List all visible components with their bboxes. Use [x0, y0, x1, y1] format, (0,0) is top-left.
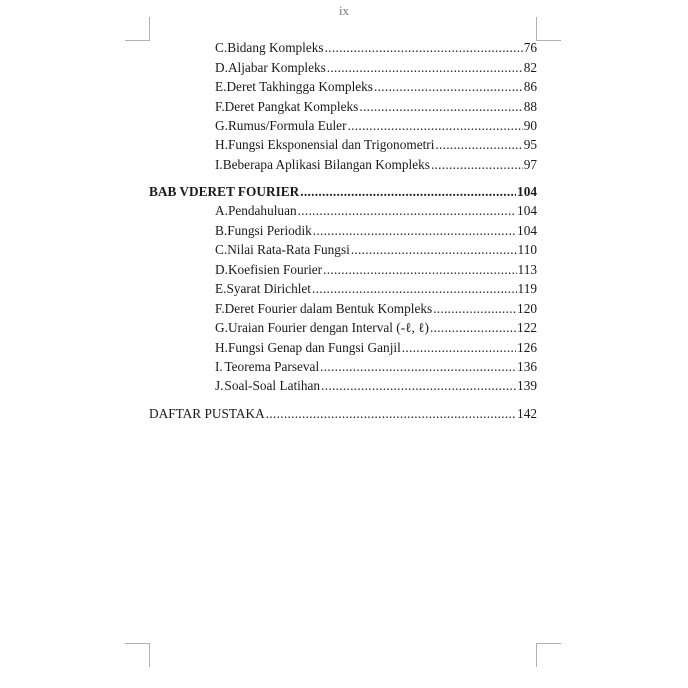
toc-entry-page: 86 — [523, 79, 537, 94]
chapter-heading[interactable] — [149, 183, 537, 200]
toc-entry-title: Uraian Fourier dengan Interval (-ℓ, ℓ) — [227, 320, 429, 335]
toc-entry-page: 104 — [517, 223, 537, 238]
toc-entry-title: Deret Fourier dalam Bentuk Kompleks — [224, 301, 433, 316]
toc-entry-page: 97 — [523, 157, 537, 172]
toc-entry-title: Syarat Dirichlet — [226, 281, 312, 296]
toc-entry-letter: F. — [215, 99, 225, 114]
toc-entry[interactable] — [215, 117, 537, 134]
toc-entry[interactable] — [215, 300, 537, 317]
leader-dots — [359, 98, 522, 115]
toc-entry-letter: G. — [215, 118, 228, 133]
leader-dots — [266, 405, 516, 422]
crop-mark-bottom-left-h — [125, 643, 149, 644]
crop-mark-top-left-h — [125, 40, 149, 41]
toc-entry-title: Nilai Rata-Rata Fungsi — [227, 242, 350, 257]
leader-dots — [435, 136, 522, 153]
toc-entry-page: 110 — [517, 242, 537, 257]
crop-mark-top-left-v — [149, 17, 150, 41]
leader-dots — [351, 241, 517, 258]
toc-entry-page: 120 — [517, 301, 537, 316]
leader-dots — [433, 300, 516, 317]
leader-dots — [298, 202, 516, 219]
leader-dots — [313, 222, 516, 239]
toc-entry-title: Deret Takhingga Kompleks — [226, 79, 373, 94]
bibliography-title: DAFTAR PUSTAKA — [149, 406, 265, 421]
toc-entry-title: Rumus/Formula Euler — [227, 118, 347, 133]
leader-dots — [402, 339, 516, 356]
toc-entry[interactable] — [215, 136, 537, 153]
toc-entry-page: 126 — [517, 340, 537, 355]
toc-entry-title: Teorema Parseval — [224, 359, 320, 374]
toc-entry-page: 82 — [523, 60, 537, 75]
toc-entry[interactable] — [215, 39, 537, 56]
toc-entry-letter: D. — [215, 262, 228, 277]
toc-entry[interactable] — [215, 98, 537, 115]
toc-entry[interactable] — [215, 319, 537, 336]
crop-mark-top-right-h — [537, 40, 561, 41]
leader-dots — [320, 358, 516, 375]
toc-entry-title: Fungsi Periodik — [227, 223, 312, 238]
toc-entry-page: 139 — [517, 378, 537, 393]
toc-entry-page: 119 — [517, 281, 537, 296]
leader-dots — [312, 280, 517, 297]
toc-entry-letter: C. — [215, 40, 228, 55]
toc-entry-letter: B. — [215, 223, 228, 238]
toc-entry[interactable] — [215, 339, 537, 356]
leader-dots — [374, 78, 523, 95]
toc-entry[interactable] — [215, 156, 537, 173]
page-number: ix — [338, 3, 350, 18]
toc-entry[interactable] — [215, 261, 537, 278]
leader-dots — [325, 39, 523, 56]
bibliography-page: 142 — [517, 406, 537, 421]
toc-entry-title: Fungsi Eksponensial dan Trigonometri — [227, 137, 435, 152]
leader-dots — [431, 156, 523, 173]
toc-entry-title: Deret Pangkat Kompleks — [224, 99, 359, 114]
toc-entry-letter: F. — [215, 301, 225, 316]
toc-entry-letter: H. — [215, 137, 228, 152]
toc-entry-letter: C. — [215, 242, 228, 257]
leader-dots — [348, 117, 523, 134]
leader-dots — [321, 377, 516, 394]
crop-mark-bottom-right-v — [536, 643, 537, 667]
toc-entry-letter: D. — [215, 60, 228, 75]
crop-mark-top-right-v — [536, 17, 537, 41]
crop-mark-bottom-right-h — [537, 643, 561, 644]
leader-dots — [300, 183, 516, 200]
toc-entry-title: Beberapa Aplikasi Bilangan Kompleks — [222, 157, 430, 172]
leader-dots — [327, 59, 523, 76]
toc-entry-letter: G. — [215, 320, 228, 335]
toc-entry-letter: H. — [215, 340, 228, 355]
toc-entry-page: 76 — [523, 40, 537, 55]
toc-entry[interactable] — [215, 280, 537, 297]
toc-entry-letter: A. — [215, 203, 228, 218]
toc-entry-title: Koefisien Fourier — [227, 262, 323, 277]
leader-dots — [323, 261, 516, 278]
toc-entry[interactable] — [215, 222, 537, 239]
toc-entry[interactable] — [215, 78, 537, 95]
toc-entry-letter: I. — [215, 359, 223, 374]
chapter-page: 104 — [517, 184, 537, 199]
chapter-label: BAB V — [149, 184, 190, 199]
toc-entry-page: 136 — [517, 359, 537, 374]
toc-entry-page: 88 — [523, 99, 537, 114]
leader-dots — [430, 319, 516, 336]
toc-entry-letter: I. — [215, 157, 223, 172]
toc-entry-title: Bidang Kompleks — [227, 40, 324, 55]
chapter-title: DERET FOURIER — [189, 184, 300, 199]
toc-entry-page: 95 — [523, 137, 537, 152]
toc-entry[interactable] — [215, 59, 537, 76]
toc-entry[interactable] — [215, 241, 537, 258]
toc-entry-letter: J. — [215, 378, 224, 393]
toc-entry-title: Pendahuluan — [227, 203, 297, 218]
toc-entry[interactable] — [215, 358, 537, 375]
toc-entry-page: 90 — [523, 118, 537, 133]
toc-entry-page: 113 — [517, 262, 537, 277]
toc-entry-bibliography[interactable] — [149, 405, 537, 422]
toc-entry-page: 104 — [517, 203, 537, 218]
toc-entry-title: Fungsi Genap dan Fungsi Ganjil — [227, 340, 401, 355]
toc-entry-page: 122 — [517, 320, 537, 335]
toc-entry[interactable] — [215, 377, 537, 394]
toc-entry-title: Soal-Soal Latihan — [224, 378, 321, 393]
toc-entry-letter: E. — [215, 281, 227, 296]
crop-mark-bottom-left-v — [149, 643, 150, 667]
toc-entry-letter: E. — [215, 79, 227, 94]
toc-entry-title: Aljabar Kompleks — [227, 60, 326, 75]
toc-entry[interactable] — [215, 202, 537, 219]
